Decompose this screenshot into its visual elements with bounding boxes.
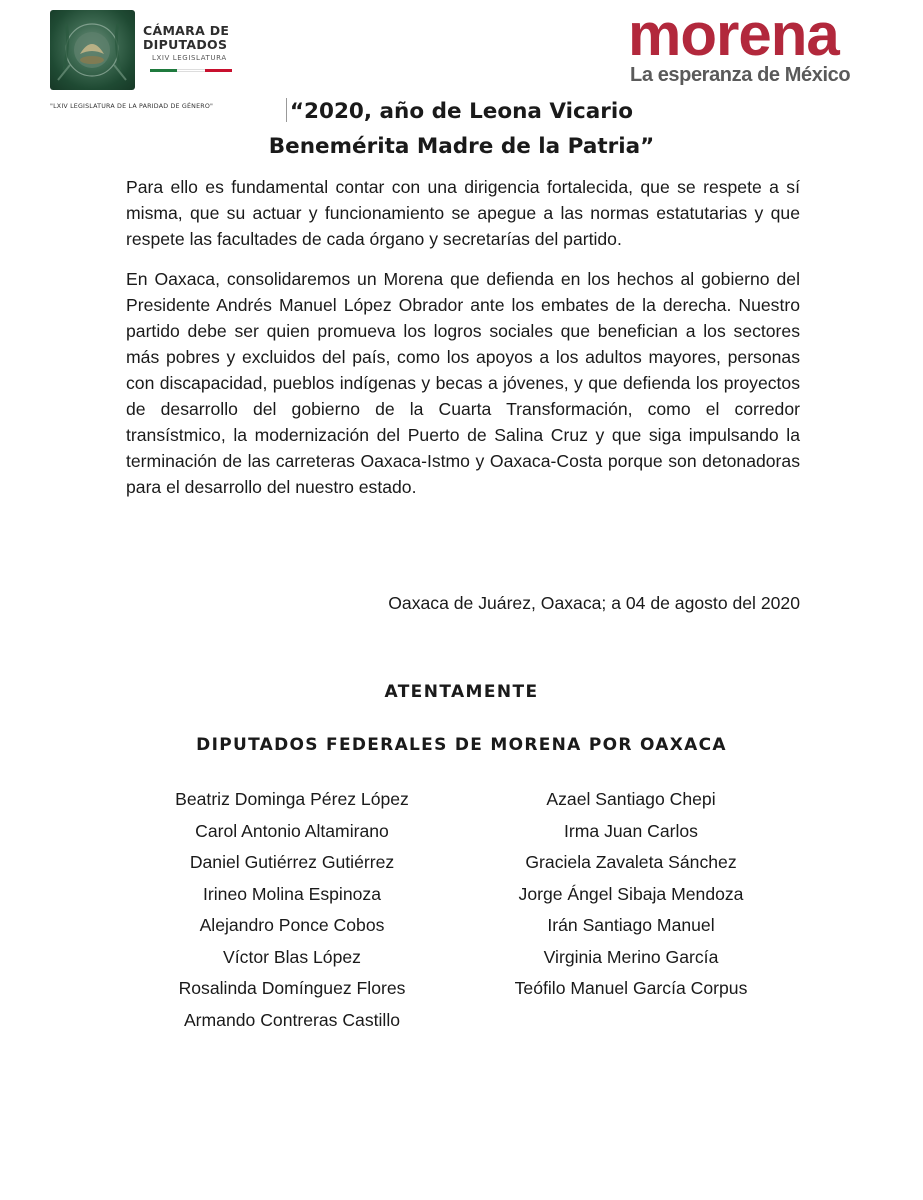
list-item: Irineo Molina Espinoza [203,883,381,904]
legislature-motto: "LXIV LEGISLATURA DE LA PARIDAD DE GÉNERO" [50,103,214,110]
list-item: Graciela Zavaleta Sánchez [525,852,737,872]
year-heading-line2: Benemérita Madre de la Patria” [268,134,655,159]
list-item: Daniel Gutiérrez Gutiérrez [189,852,395,872]
list-item: Azael Santiago Chepi [546,789,716,809]
names-right-column [481,784,781,1005]
camara-title-line2: DIPUTADOS [143,37,228,52]
list-item: Víctor Blas López [223,946,361,967]
flag-stripe [150,69,232,72]
names-left-column [142,784,442,1036]
year-heading [0,94,923,164]
list-item: Irma Juan Carlos [564,820,698,841]
legislature-label: LXIV LEGISLATURA [152,54,227,62]
list-item: Rosalinda Domínguez Flores [178,978,406,998]
closing: ATENTAMENTE [384,682,539,702]
list-item: Irán Santiago Manuel [547,915,715,935]
list-item: Teófilo Manuel García Corpus [514,978,748,998]
paragraph: En Oaxaca, consolidaremos un Morena que defienda en los hechos al gobierno del Presidente Andrés Manuel López Obrador ante los embates de la derecha. Nuestro partido debe ser quien promueva los logros sociales que benefician a los sectores más pobres y excluidos del país, como los apoyos a los adultos mayores, personas con discapacidad, pueblos indígenas y becas a jóvenes, y que defienda los proyectos de desarrollo del gobierno de la Cuarta Transformación, como el corredor transístmico, la modernización del Puerto de Salina Cruz y que siga impulsando la terminación de las carreteras Oaxaca-Istmo y Oaxaca-Costa porque son detonadoras para el desarrollo del nuestro estado. [126,269,800,497]
morena-wordmark: morena [628,1,839,68]
camara-title [143,24,243,52]
morena-logo [628,1,878,94]
year-heading-line1: “2020, año de Leona Vicario [289,99,634,124]
list-item: Carol Antonio Altamirano [195,820,389,841]
list-item: Virginia Merino García [543,946,719,967]
camara-title-line1: CÁMARA DE [143,23,230,38]
list-item: Alejandro Ponce Cobos [199,915,385,935]
list-item: Jorge Ángel Sibaja Mendoza [518,883,744,904]
morena-tagline: La esperanza de México [630,64,851,86]
coat-of-arms-icon [50,10,135,90]
list-item: Armando Contreras Castillo [183,1009,401,1030]
signatory-heading: DIPUTADOS FEDERALES DE MORENA POR OAXACA [196,735,727,755]
paragraph: Para ello es fundamental contar con una dirigencia fortalecida, que se respete a sí misma, que su actuar y funcionamiento se apegue a las normas estatutarias y que respete las facultades de cada órgano y secretarías del partido. [126,177,800,249]
list-item: Beatriz Dominga Pérez López [175,789,409,809]
date-line: Oaxaca de Juárez, Oaxaca; a 04 de agosto del 2020 [388,593,800,613]
body-text [126,174,800,514]
